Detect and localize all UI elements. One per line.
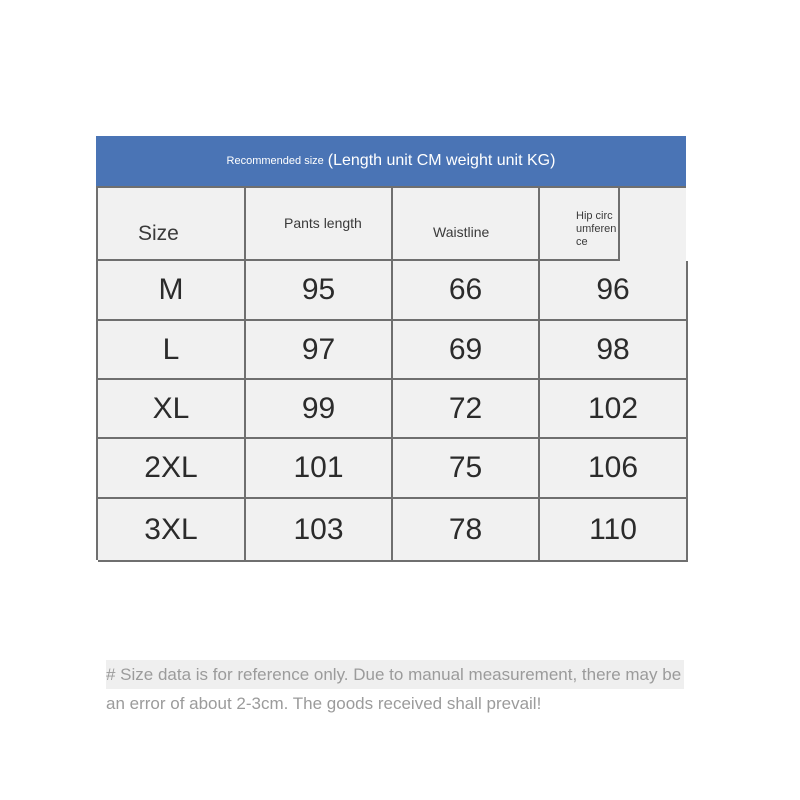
header-size: Size: [98, 188, 246, 261]
row-l-hip: 98: [540, 321, 688, 380]
disclaimer-line-1: # Size data is for reference only. Due to manual measurement, there may be: [106, 660, 684, 689]
row-2xl-waistline: 75: [393, 439, 540, 499]
row-xl-pants-length: 99: [246, 380, 393, 439]
table-title-units: (Length unit CM weight unit KG): [327, 152, 556, 169]
row-l-waistline: 69: [393, 321, 540, 380]
table-title-prefix: Recommended size: [226, 155, 324, 167]
header-waistline: Waistline: [393, 188, 540, 261]
row-3xl-waistline: 78: [393, 499, 540, 562]
disclaimer-line-2: an error of about 2-3cm. The goods received shall prevail!: [106, 694, 542, 713]
row-xl-waistline: 72: [393, 380, 540, 439]
row-m-waistline: 66: [393, 261, 540, 321]
row-3xl-pants-length: 103: [246, 499, 393, 562]
row-xl-hip: 102: [540, 380, 688, 439]
row-l-pants-length: 97: [246, 321, 393, 380]
row-m-size: M: [98, 261, 246, 321]
header-pants-length: Pants length: [246, 188, 393, 261]
measurement-disclaimer: [106, 660, 726, 718]
row-m-pants-length: 95: [246, 261, 393, 321]
size-grid: [96, 186, 686, 560]
row-3xl-hip: 110: [540, 499, 688, 562]
row-2xl-hip: 106: [540, 439, 688, 499]
row-3xl-size: 3XL: [98, 499, 246, 562]
row-xl-size: XL: [98, 380, 246, 439]
row-2xl-size: 2XL: [98, 439, 246, 499]
table-title-bar: [96, 136, 686, 186]
size-chart-table: [96, 136, 686, 560]
row-m-hip: 96: [540, 261, 688, 321]
header-hip-circumference: Hip circumference: [540, 188, 620, 261]
row-l-size: L: [98, 321, 246, 380]
row-2xl-pants-length: 101: [246, 439, 393, 499]
